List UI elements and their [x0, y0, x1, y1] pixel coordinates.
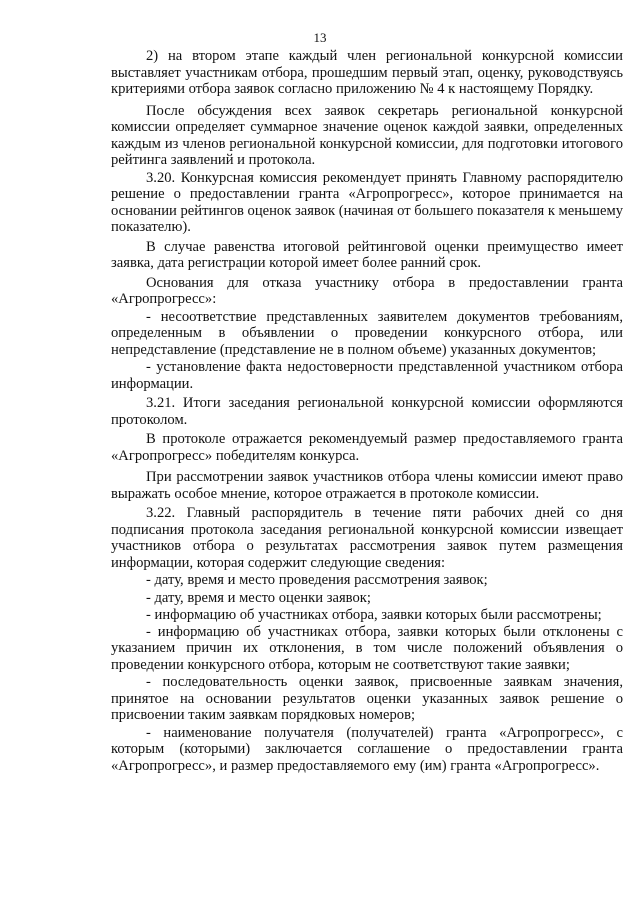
paragraph-3-20: 3.20. Конкурсная комиссия рекомендует принять Главному распорядителю решение о предоставлении гранта «Агропрогресс», которое принимается на основании рейтингов оценок заявок (начиная от большего показателя к меньшему показателю). [111, 169, 623, 235]
list-item-rejected-participants: - информацию об участниках отбора, заявки которых были отклонены с указанием причин их отклонения, в том числе положений объявления о проведении конкурсного отбора, которым не соответствуют такие заявки; [111, 623, 623, 673]
document-body [111, 48, 623, 774]
page-number: 13 [313, 30, 327, 45]
list-item-reviewed-participants: - информацию об участниках отбора, заявки которых были рассмотрены; [146, 607, 602, 623]
list-item-noncompliance: - несоответствие представленных заявителем документов требованиям, определенным в объявлении о проведении конкурсного отбора, или непредставление (представление не в полном объеме) указанных документов; [111, 308, 623, 358]
paragraph-refusal-grounds: Основания для отказа участнику отбора в предоставлении гранта «Агропрогресс»: [111, 274, 623, 307]
list-item-review-date: - дату, время и место проведения рассмотрения заявок; [146, 572, 488, 588]
list-item-evaluation-sequence: - последовательность оценки заявок, присвоенные заявкам значения, принятое на основании результатов оценки указанных заявок решение о присвоении таким заявкам порядковых номеров; [111, 674, 623, 723]
paragraph-special-opinion: При рассмотрении заявок участников отбора члены комиссии имеют право выражать особое мнение, которое отражается в протоколе комиссии. [111, 469, 623, 502]
list-item-false-info: - установление факта недостоверности представленной участником отбора информации. [111, 359, 623, 392]
list-item-evaluation-date: - дату, время и место оценки заявок; [146, 589, 371, 606]
paragraph-3-21: 3.21. Итоги заседания региональной конкурсной комиссии оформляются протоколом. [111, 395, 623, 428]
paragraph-equal-rating: В случае равенства итоговой рейтинговой оценки преимущество имеет заявка, дата регистрации которой имеет более ранний срок. [111, 238, 623, 271]
paragraph-secretary: После обсуждения всех заявок секретарь региональной конкурсной комиссии определяет суммарное значение оценок каждой заявки, определенных каждым из членов региональной конкурсной комиссии, для подготовки итогового рейтинга заявлений и протокола. [111, 102, 623, 168]
paragraph-3-22: 3.22. Главный распорядитель в течение пяти рабочих дней со дня подписания протокола заседания региональной конкурсной комиссии извещает участников отбора о результатах рассмотрения заявок путем размещения информации, которая содержит следующие сведения: [111, 505, 623, 571]
list-item-grant-recipient: - наименование получателя (получателей) гранта «Агропрогресс», с которым (которыми) заключается соглашение о предоставлении гранта «Агропрогресс», и размер предоставляемого ему (им) гранта «Агропрогресс». [111, 724, 623, 774]
paragraph-stage-two: 2) на втором этапе каждый член региональной конкурсной комиссии выставляет участникам отбора, прошедшим первый этап, оценку, руководствуясь критериями отбора заявок согласно приложению № 4 к настоящему Порядку. [111, 48, 623, 97]
paragraph-protocol-amount: В протоколе отражается рекомендуемый размер предоставляемого гранта «Агропрогресс» победителям конкурса. [111, 431, 623, 464]
